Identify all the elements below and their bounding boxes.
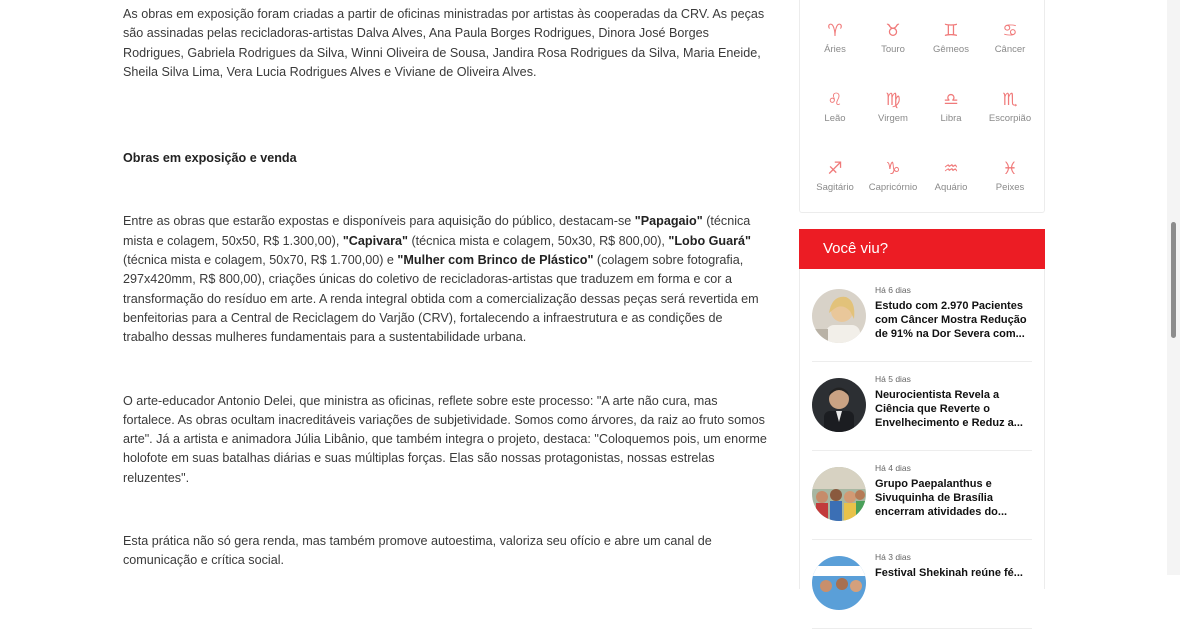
- news-title[interactable]: Neurocientista Revela a Ciência que Reverte o Envelhecimento e Reduz a...: [875, 389, 1023, 429]
- news-time: Há 5 dias: [875, 374, 911, 384]
- article-paragraph: [123, 212, 768, 347]
- text-run: Entre as obras que estarão expostas e disponíveis para aquisição do público, destacam-se: [123, 214, 635, 229]
- sign-leo[interactable]: [803, 91, 867, 124]
- news-time: Há 3 dias: [875, 552, 911, 562]
- page-scrollbar[interactable]: [1167, 0, 1180, 575]
- voce-viu-header: Você viu?: [799, 229, 1045, 269]
- text-run: (técnica mista e colagem, 50x30, R$ 800,00),: [407, 233, 669, 248]
- news-title[interactable]: Festival Shekinah reúne fé...: [875, 567, 1023, 579]
- news-list: [799, 269, 1045, 589]
- libra-icon: ♎: [943, 90, 959, 110]
- artwork-title-mulher: "Mulher com Brinco de Plástico": [397, 253, 594, 268]
- article-paragraph: Esta prática não só gera renda, mas também promove autoestima, valoriza seu ofício e abre um canal de comunicação e crítica social.: [123, 534, 712, 568]
- news-thumbnail[interactable]: [812, 289, 866, 343]
- sign-label: Escorpião: [988, 113, 1032, 124]
- news-thumbnail[interactable]: [812, 378, 866, 432]
- text-run: (técnica mista e colagem, 50x50, R$ 1.300,00),: [123, 214, 751, 248]
- sign-cancer[interactable]: [978, 22, 1042, 55]
- leo-icon: ♌: [827, 90, 843, 110]
- news-thumbnail[interactable]: [812, 556, 866, 610]
- sign-label: Capricórnio: [868, 182, 918, 193]
- sign-aries[interactable]: [803, 22, 867, 55]
- text-run: (técnica mista e colagem, 50x70, R$ 1.700,00) e: [123, 253, 398, 268]
- taurus-icon: ♉: [885, 21, 901, 41]
- sign-label: Leão: [824, 113, 846, 124]
- sign-label: Virgem: [878, 113, 908, 124]
- news-item[interactable]: [812, 463, 1032, 540]
- artwork-title-capivara: "Capivara": [342, 233, 408, 248]
- news-item[interactable]: [812, 374, 1032, 451]
- article-paragraph: As obras em exposição foram criadas a partir de oficinas ministradas por artistas às cooperadas da CRV. As peças são assinadas pelas recicladoras-artistas Dalva Alves, Ana Paula Borges Rodrigues, Dinora José Borges Rodrigues, Gabriela Rodrigues da Silva, Winni Oliveira de Sousa, Jandira Rosa Rodrigues da Silva, Maria Eneide, Sheila Silva Lima, Vera Lucia Rodrigues Alves e Viviane de Oliveira Alves.: [123, 7, 765, 79]
- pisces-icon: ♓: [1002, 159, 1018, 179]
- scorpio-icon: ♏: [1002, 90, 1018, 110]
- news-item[interactable]: [812, 285, 1032, 362]
- news-title[interactable]: Estudo com 2.970 Pacientes com Câncer Mostra Redução de 91% na Dor Severa com...: [875, 300, 1027, 340]
- sign-aquarius[interactable]: [919, 160, 983, 193]
- aries-icon: ♈: [827, 21, 843, 41]
- article-paragraph: O arte-educador Antonio Delei, que ministra as oficinas, reflete sobre este processo: "A arte não cura, mas fortalece. As obras ocultam inacreditáveis variações de subjetividade. Somos como árvores, da raiz ao fruto somos arte". Já a artista e animadora Júlia Libânio, que também integra o projeto, destaca: "Coloquemos pois, um enorme holofote em suas batalhas diárias e suas múltiplas forças. Elas são nossas protagonistas, nossas estrelas reluzentes".: [123, 393, 767, 485]
- sign-capricorn[interactable]: [861, 160, 925, 193]
- capricorn-icon: ♑: [885, 159, 901, 179]
- virgo-icon: ♍: [885, 90, 901, 110]
- sign-label: Gêmeos: [933, 44, 969, 55]
- sign-libra[interactable]: [919, 91, 983, 124]
- sign-taurus[interactable]: [861, 22, 925, 55]
- news-thumbnail[interactable]: [812, 467, 866, 521]
- news-time: Há 6 dias: [875, 285, 911, 295]
- sign-label: Aquário: [934, 182, 968, 193]
- sign-label: Peixes: [995, 182, 1025, 193]
- sagittarius-icon: ♐: [827, 159, 843, 179]
- sign-label: Libra: [940, 113, 962, 124]
- text-run: (colagem sobre fotografia, 297x420mm, R$ 800,00), criações únicas do coletivo de recicladoras-artistas que traduzem em forma e cor a transformação do resíduo em arte. A renda integral obtida com a comercialização dessas peças será revertida em benfeitorias para a Central de Reciclagem do Varjão (CRV), fortalecendo a infraestrutura e as condições de trabalho dessas mulheres fundamentais para a sustentabilidade urbana.: [123, 253, 759, 345]
- news-time: Há 4 dias: [875, 463, 911, 473]
- sign-label: Touro: [881, 44, 905, 55]
- news-title[interactable]: Grupo Paepalanthus e Sivuquinha de Brasília encerram atividades do...: [875, 478, 1008, 518]
- section-heading: Obras em exposição e venda: [123, 151, 297, 166]
- gemini-icon: ♊: [943, 21, 959, 41]
- artwork-title-papagaio: "Papagaio": [634, 214, 703, 229]
- sign-label: Sagitário: [816, 182, 854, 193]
- sign-gemini[interactable]: [919, 22, 983, 55]
- sign-sagittarius[interactable]: [803, 160, 867, 193]
- horoscope-widget: [799, 0, 1045, 213]
- sign-label: Áries: [824, 44, 846, 55]
- artwork-title-lobo-guara: "Lobo Guará": [668, 233, 752, 248]
- news-item[interactable]: [812, 552, 1032, 629]
- aquarius-icon: ♒: [943, 159, 959, 179]
- scrollbar-thumb[interactable]: [1171, 222, 1176, 338]
- sign-label: Câncer: [994, 44, 1026, 55]
- sign-pisces[interactable]: [978, 160, 1042, 193]
- sign-virgo[interactable]: [861, 91, 925, 124]
- cancer-icon: ♋: [1002, 21, 1018, 41]
- sign-scorpio[interactable]: [978, 91, 1042, 124]
- article-body: [123, 5, 768, 571]
